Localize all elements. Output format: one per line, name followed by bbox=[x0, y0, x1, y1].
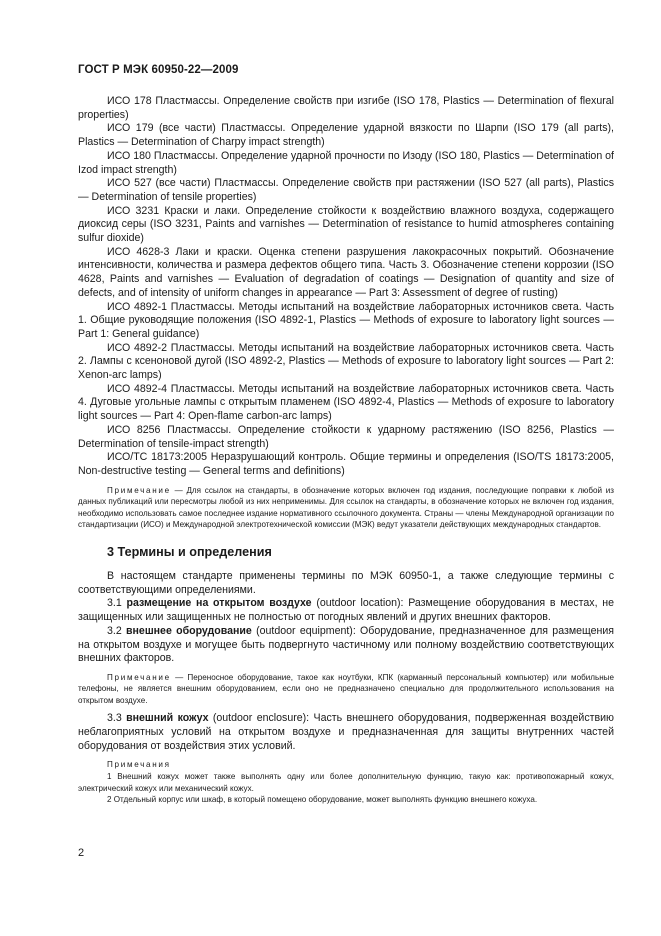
section-intro: В настоящем стандарте применены термины по МЭК 60950-1, а также следующие термины с соответствующими определениями. bbox=[78, 570, 614, 596]
term-number: 3.3 bbox=[107, 712, 122, 725]
references-note bbox=[78, 485, 614, 531]
term-definition: (outdoor equipment): Оборудование, предназначенное для размещения на открытом воздухе и могущее быть подвергнуто частичному или полному воздействию соответствующих внешних факторов. bbox=[78, 624, 614, 665]
term-name: внешний кожух bbox=[126, 712, 209, 725]
page-number: 2 bbox=[78, 847, 85, 859]
term-number: 3.1 bbox=[107, 597, 122, 610]
note-item-1: 1 Внешний кожух может также выполнять одну или более дополнительную функцию, такую как: противопожарный кожух, электрический кожух или механический кожух. bbox=[78, 772, 614, 793]
note-item-2: 2 Отдельный корпус или шкаф, в который помещено оборудование, может выполнять функцию внешнего кожуха. bbox=[107, 795, 538, 805]
reference-iso-4892-2: ИСО 4892-2 Пластмассы. Методы испытаний на воздействие лабораторных источников света. Часть 2. Лампы с ксеноновой дугой (ISO 4892-2, Plastics — Methods of exposure to laboratory light sources — Part 2: Xenon-arc lamps) bbox=[78, 341, 614, 382]
note-label: Примечание bbox=[107, 485, 171, 495]
term-name: внешнее оборудование bbox=[126, 624, 252, 637]
reference-iso-ts-18173: ИСО/ТС 18173:2005 Неразрушающий контроль. Общие термины и определения (ISO/TS 18173:2005, Non-destructive testing — General terms and definitions) bbox=[78, 451, 614, 477]
reference-iso-8256: ИСО 8256 Пластмассы. Определение стойкости к ударному растяжению (ISO 8256, Plastics — Determination of tensile-impact strength) bbox=[78, 423, 614, 450]
notes-title: Примечания bbox=[107, 760, 171, 770]
term-3-2 bbox=[78, 625, 614, 666]
reference-iso-4892-4: ИСО 4892-4 Пластмассы. Методы испытаний на воздействие лабораторных источников света. Часть 4. Дуговые угольные лампы с открытым пламенем (ISO 4892-4, Plastics — Methods of exposure to laboratory light sources — Part 4: Open-flame carbon-arc lamps) bbox=[78, 382, 614, 423]
term-name: размещение на открытом воздухе bbox=[126, 597, 312, 610]
document-header: ГОСТ Р МЭК 60950-22—2009 bbox=[78, 64, 239, 76]
reference-iso-180: ИСО 180 Пластмассы. Определение ударной прочности по Изоду (ISO 180, Plastics — Determination of Izod impact strength) bbox=[78, 149, 614, 176]
term-3-1 bbox=[78, 597, 614, 624]
reference-iso-179: ИСО 179 (все части) Пластмассы. Определение ударной вязкости по Шарпи (ISO 179 (all parts), Plastics — Determination of Charpy impact strength) bbox=[78, 122, 614, 149]
reference-iso-178: ИСО 178 Пластмассы. Определение свойств при изгибе (ISO 178, Plastics — Determination of flexural properties) bbox=[78, 95, 614, 121]
term-definition: (outdoor location): Размещение оборудования в местах, не защищенных или защищенных не полностью от погодных явлений и других внешних факторов. bbox=[78, 597, 614, 624]
term-number: 3.2 bbox=[107, 624, 122, 637]
document-body bbox=[78, 95, 614, 805]
reference-iso-527: ИСО 527 (все части) Пластмассы. Определение свойств при растяжении (ISO 527 (all parts), Plastics — Determination of tensile properties) bbox=[78, 177, 614, 203]
reference-iso-4892-1: ИСО 4892-1 Пластмассы. Методы испытаний на воздействие лабораторных источников света. Часть 1. Общие руководящие положения (ISO 4892-1, Plastics — Methods of exposure to laboratory light sources — Part 1: General guidance) bbox=[78, 300, 614, 340]
reference-iso-4628-3: ИСО 4628-3 Лаки и краски. Оценка степени разрушения лакокрасочных покрытий. Обозначение интенсивности, количества и размера дефектов общего типа. Часть 3. Обозначение степени коррозии (ISO 4628, Paints and varnishes — Evaluation of degradation of coatings — Designation of quantity and size of defects, and of intensity of uniform changes in appearance — Part 3: Assessment of degree of rusting) bbox=[78, 245, 614, 299]
term-3-3 bbox=[78, 712, 614, 753]
note-label: Примечание bbox=[107, 672, 171, 682]
term-3-2-note bbox=[78, 672, 614, 706]
note-text: — Для ссылок на стандарты, в обозначение которых включен год издания, последующие поправки к любой из данных публикаций или пересмотры любой из них неприменимы. Для ссылок на стандарты, в обозначение которых не включен год издания, необходимо использовать самое последнее издание нормативного ссылочного документа. Страны — члены Международной организации по стандартизации (ИСО) и Международной электротехнической комиссии (МЭК) ведут указатели действующих международных стандартов. bbox=[78, 485, 614, 529]
section-title: 3 Термины и определения bbox=[107, 545, 272, 560]
term-definition: (outdoor enclosure): Часть внешнего оборудования, подверженная воздействию неблагоприятных условий на открытом воздухе и предназначенная для защиты внутренних частей оборудования от воздействия этих условий. bbox=[78, 712, 614, 752]
reference-iso-3231: ИСО 3231 Краски и лаки. Определение стойкости к воздействию влажного воздуха, содержащего диоксид серы (ISO 3231, Paints and varnishes — Determination of resistance to humid atmospheres containing sulfur dioxide) bbox=[78, 204, 614, 245]
note-text: — Переносное оборудование, такое как ноутбуки, КПК (карманный персональный компьютер) или мобильные телефоны, не является внешним оборудованием, если оно не предназначено специально для продолжительного использования на открытом воздухе. bbox=[78, 672, 614, 705]
